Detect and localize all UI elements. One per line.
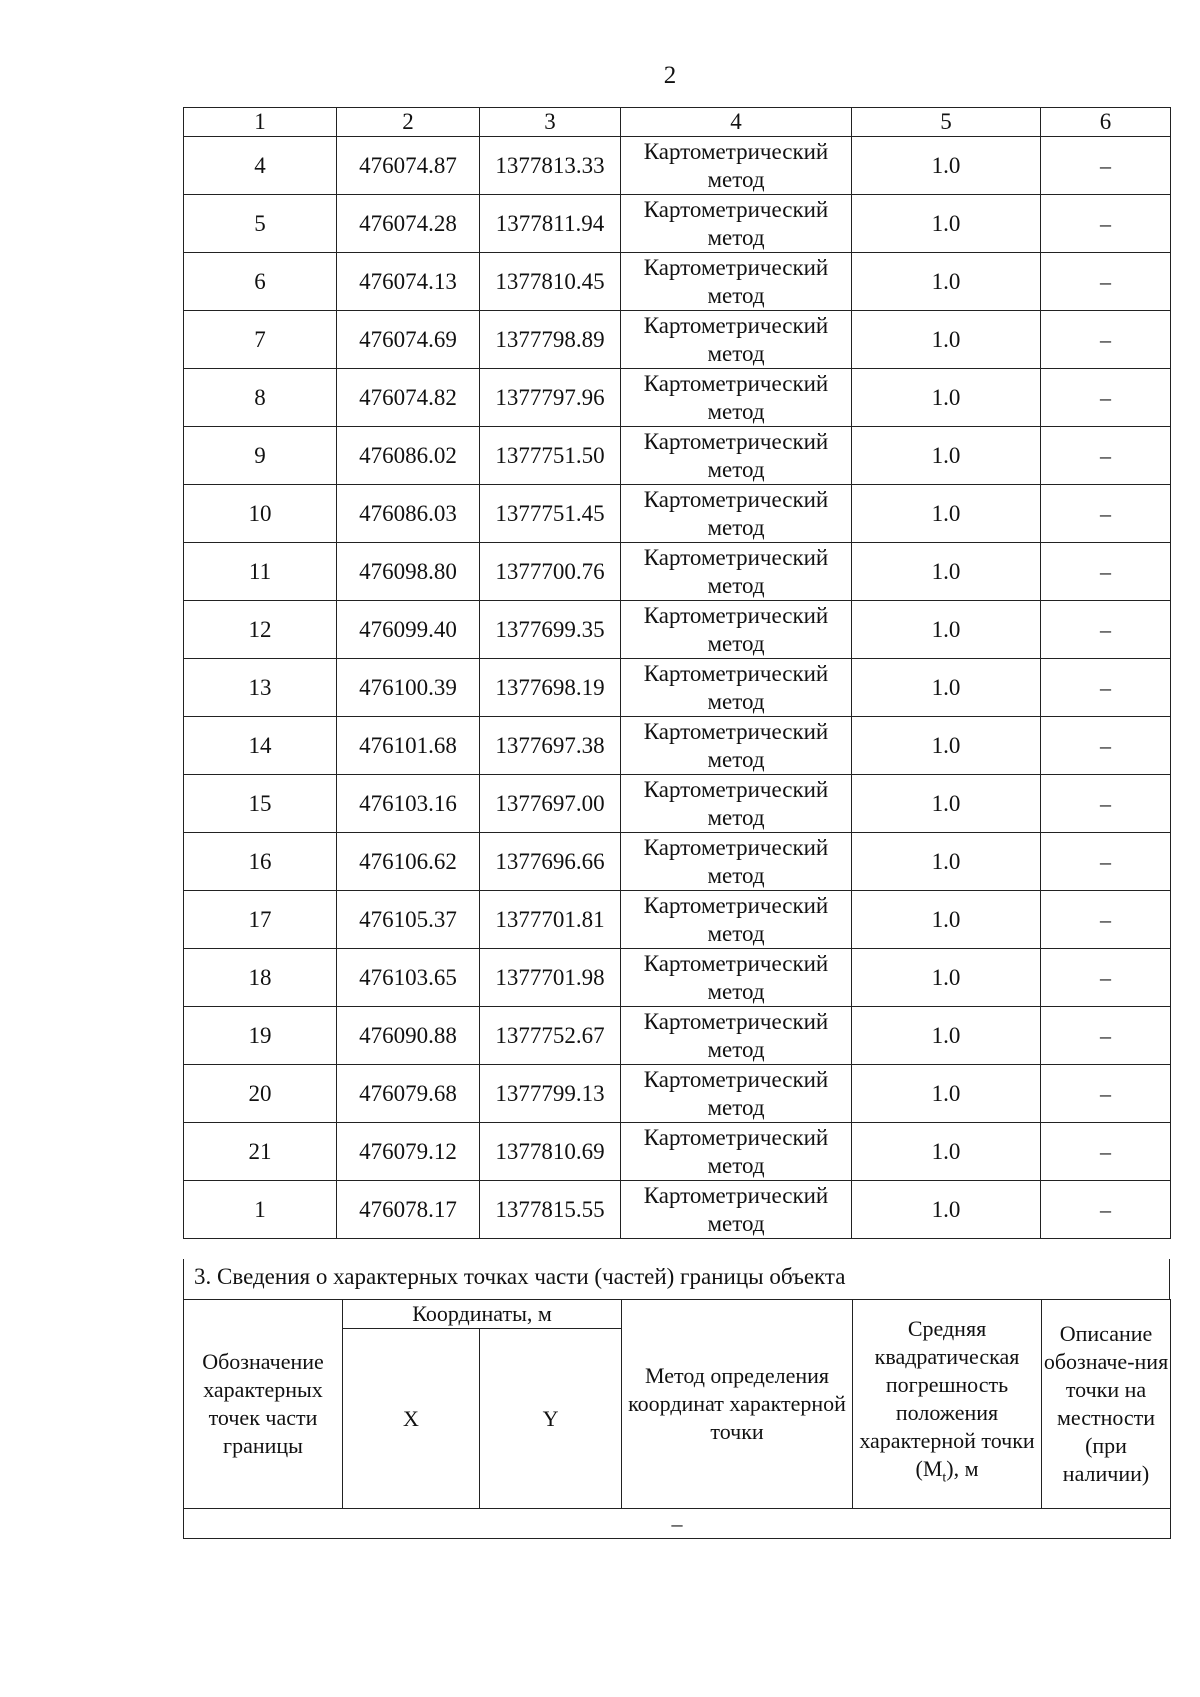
method-line-1: Картометрический (643, 950, 829, 976)
table-row (184, 775, 1171, 833)
y-coordinate-cell: 1377696.66 (480, 833, 621, 891)
description-cell: – (1041, 543, 1171, 601)
description-cell: – (1041, 427, 1171, 485)
x-coordinate-cell: 476103.65 (337, 949, 480, 1007)
y-coordinate-cell: 1377701.98 (480, 949, 621, 1007)
point-number-cell: 20 (184, 1065, 337, 1123)
x-coordinate-cell: 476074.82 (337, 369, 480, 427)
y-coordinate-cell: 1377799.13 (480, 1065, 621, 1123)
method-cell (621, 1007, 852, 1065)
x-coordinate-cell: 476074.87 (337, 137, 480, 195)
method-line-2: метод (707, 1210, 765, 1236)
description-cell: – (1041, 369, 1171, 427)
method-cell (621, 601, 852, 659)
method-cell (621, 311, 852, 369)
point-number-cell: 16 (184, 833, 337, 891)
table-row (184, 1123, 1171, 1181)
point-number-cell: 6 (184, 253, 337, 311)
x-coordinate-cell: 476074.28 (337, 195, 480, 253)
column-number-row (184, 108, 1171, 137)
method-line-2: метод (707, 804, 765, 830)
accuracy-cell: 1.0 (852, 195, 1041, 253)
description-cell: – (1041, 833, 1171, 891)
accuracy-cell: 1.0 (852, 253, 1041, 311)
point-number-cell: 13 (184, 659, 337, 717)
accuracy-cell: 1.0 (852, 369, 1041, 427)
method-line-2: метод (707, 340, 765, 366)
x-coordinate-cell: 476086.02 (337, 427, 480, 485)
x-coordinate-cell: 476074.13 (337, 253, 480, 311)
method-line-2: метод (707, 746, 765, 772)
y-coordinate-cell: 1377810.69 (480, 1123, 621, 1181)
accuracy-cell: 1.0 (852, 543, 1041, 601)
table-row (184, 949, 1171, 1007)
y-coordinate-cell: 1377813.33 (480, 137, 621, 195)
method-line-1: Картометрический (643, 486, 829, 512)
coordinates-table (183, 107, 1171, 1239)
point-number-cell: 10 (184, 485, 337, 543)
method-line-2: метод (707, 688, 765, 714)
column-number-header: 1 (184, 108, 337, 137)
accuracy-cell: 1.0 (852, 717, 1041, 775)
description-cell: – (1041, 775, 1171, 833)
description-cell: – (1041, 601, 1171, 659)
page-number: 2 (663, 62, 677, 89)
point-number-cell: 1 (184, 1181, 337, 1239)
accuracy-cell: 1.0 (852, 311, 1041, 369)
x-coordinate-cell: 476103.16 (337, 775, 480, 833)
method-line-1: Картометрический (643, 312, 829, 338)
point-number-cell: 4 (184, 137, 337, 195)
method-cell (621, 485, 852, 543)
table-row (184, 485, 1171, 543)
point-number-cell: 5 (184, 195, 337, 253)
method-line-2: метод (707, 224, 765, 250)
y-coordinate-cell: 1377697.38 (480, 717, 621, 775)
col-description-header: Описание обозначе-ния точки на местности (при наличии) (1042, 1300, 1171, 1509)
description-cell: – (1041, 1123, 1171, 1181)
col-x-header: X (343, 1329, 480, 1509)
method-line-2: метод (707, 630, 765, 656)
description-cell: – (1041, 717, 1171, 775)
col-accuracy-header (853, 1300, 1042, 1509)
point-number-cell: 18 (184, 949, 337, 1007)
y-coordinate-cell: 1377798.89 (480, 311, 621, 369)
y-coordinate-cell: 1377797.96 (480, 369, 621, 427)
column-number-header: 2 (337, 108, 480, 137)
y-coordinate-cell: 1377700.76 (480, 543, 621, 601)
method-cell (621, 717, 852, 775)
x-coordinate-cell: 476079.12 (337, 1123, 480, 1181)
method-line-2: метод (707, 282, 765, 308)
accuracy-header-text: Средняя квадратическая погрешность положения характерной точки (M (859, 1316, 1035, 1482)
method-cell (621, 543, 852, 601)
accuracy-header-subscript: t (942, 1470, 947, 1486)
accuracy-cell: 1.0 (852, 891, 1041, 949)
method-line-2: метод (707, 862, 765, 888)
column-number-header: 4 (621, 108, 852, 137)
method-cell (621, 891, 852, 949)
description-cell: – (1041, 195, 1171, 253)
method-cell (621, 195, 852, 253)
method-line-1: Картометрический (643, 544, 829, 570)
method-cell (621, 253, 852, 311)
method-line-1: Картометрический (643, 892, 829, 918)
accuracy-cell: 1.0 (852, 833, 1041, 891)
accuracy-cell: 1.0 (852, 485, 1041, 543)
description-cell: – (1041, 1065, 1171, 1123)
method-line-2: метод (707, 1152, 765, 1178)
x-coordinate-cell: 476090.88 (337, 1007, 480, 1065)
method-line-2: метод (707, 398, 765, 424)
method-line-1: Картометрический (643, 1066, 829, 1092)
table-row (184, 137, 1171, 195)
method-cell (621, 659, 852, 717)
y-coordinate-cell: 1377751.50 (480, 427, 621, 485)
point-number-cell: 7 (184, 311, 337, 369)
method-line-1: Картометрический (643, 776, 829, 802)
part-boundary-table-container (183, 1299, 1170, 1539)
y-coordinate-cell: 1377697.00 (480, 775, 621, 833)
description-cell: – (1041, 253, 1171, 311)
x-coordinate-cell: 476100.39 (337, 659, 480, 717)
point-number-cell: 8 (184, 369, 337, 427)
coordinates-table-container (183, 107, 1170, 1239)
method-cell (621, 833, 852, 891)
y-coordinate-cell: 1377810.45 (480, 253, 621, 311)
table-row (184, 1181, 1171, 1239)
method-line-1: Картометрический (643, 660, 829, 686)
point-number-cell: 14 (184, 717, 337, 775)
method-line-2: метод (707, 978, 765, 1004)
accuracy-cell: 1.0 (852, 601, 1041, 659)
method-line-2: метод (707, 166, 765, 192)
accuracy-cell: 1.0 (852, 1123, 1041, 1181)
method-line-2: метод (707, 514, 765, 540)
x-coordinate-cell: 476078.17 (337, 1181, 480, 1239)
x-coordinate-cell: 476101.68 (337, 717, 480, 775)
y-coordinate-cell: 1377751.45 (480, 485, 621, 543)
method-line-2: метод (707, 920, 765, 946)
method-line-1: Картометрический (643, 138, 829, 164)
col-designation-header: Обозначение характерных точек части границы (184, 1300, 343, 1509)
method-line-1: Картометрический (643, 602, 829, 628)
accuracy-cell: 1.0 (852, 137, 1041, 195)
y-coordinate-cell: 1377752.67 (480, 1007, 621, 1065)
table-row (184, 891, 1171, 949)
method-line-1: Картометрический (643, 1124, 829, 1150)
description-cell: – (1041, 311, 1171, 369)
accuracy-cell: 1.0 (852, 1007, 1041, 1065)
x-coordinate-cell: 476106.62 (337, 833, 480, 891)
method-cell (621, 1065, 852, 1123)
table-row (184, 601, 1171, 659)
description-cell: – (1041, 1007, 1171, 1065)
table-row (184, 1065, 1171, 1123)
method-line-2: метод (707, 1094, 765, 1120)
method-line-1: Картометрический (643, 1182, 829, 1208)
method-line-2: метод (707, 456, 765, 482)
point-number-cell: 17 (184, 891, 337, 949)
x-coordinate-cell: 476079.68 (337, 1065, 480, 1123)
table-row (184, 311, 1171, 369)
point-number-cell: 21 (184, 1123, 337, 1181)
method-cell (621, 1123, 852, 1181)
column-number-header: 6 (1041, 108, 1171, 137)
table-row (184, 717, 1171, 775)
x-coordinate-cell: 476098.80 (337, 543, 480, 601)
method-line-1: Картометрический (643, 1008, 829, 1034)
point-number-cell: 11 (184, 543, 337, 601)
part-boundary-table (183, 1299, 1171, 1539)
column-number-header: 3 (480, 108, 621, 137)
method-line-2: метод (707, 1036, 765, 1062)
x-coordinate-cell: 476105.37 (337, 891, 480, 949)
method-cell (621, 775, 852, 833)
table-row (184, 195, 1171, 253)
accuracy-cell: 1.0 (852, 1181, 1041, 1239)
empty-row-value: – (184, 1509, 1171, 1539)
table-row (184, 659, 1171, 717)
table-row (184, 253, 1171, 311)
point-number-cell: 9 (184, 427, 337, 485)
method-line-1: Картометрический (643, 834, 829, 860)
point-number-cell: 19 (184, 1007, 337, 1065)
table-row (184, 369, 1171, 427)
description-cell: – (1041, 137, 1171, 195)
method-line-1: Картометрический (643, 196, 829, 222)
table-row (184, 427, 1171, 485)
table-row (184, 1007, 1171, 1065)
section-3-title: 3. Сведения о характерных точках части (частей) границы объекта (183, 1259, 1170, 1299)
accuracy-cell: 1.0 (852, 775, 1041, 833)
col-method-header: Метод определения координат характерной точки (622, 1300, 853, 1509)
method-cell (621, 949, 852, 1007)
accuracy-cell: 1.0 (852, 659, 1041, 717)
method-line-2: метод (707, 572, 765, 598)
method-cell (621, 1181, 852, 1239)
method-line-1: Картометрический (643, 254, 829, 280)
method-line-1: Картометрический (643, 370, 829, 396)
y-coordinate-cell: 1377698.19 (480, 659, 621, 717)
col-y-header: Y (480, 1329, 622, 1509)
description-cell: – (1041, 891, 1171, 949)
point-number-cell: 12 (184, 601, 337, 659)
x-coordinate-cell: 476099.40 (337, 601, 480, 659)
method-cell (621, 369, 852, 427)
x-coordinate-cell: 476074.69 (337, 311, 480, 369)
table-row (184, 543, 1171, 601)
accuracy-cell: 1.0 (852, 427, 1041, 485)
accuracy-cell: 1.0 (852, 949, 1041, 1007)
y-coordinate-cell: 1377699.35 (480, 601, 621, 659)
method-line-1: Картометрический (643, 718, 829, 744)
accuracy-header-unit: ), м (946, 1456, 979, 1482)
accuracy-cell: 1.0 (852, 1065, 1041, 1123)
x-coordinate-cell: 476086.03 (337, 485, 480, 543)
description-cell: – (1041, 485, 1171, 543)
col-coords-header: Координаты, м (343, 1300, 622, 1329)
point-number-cell: 15 (184, 775, 337, 833)
y-coordinate-cell: 1377701.81 (480, 891, 621, 949)
description-cell: – (1041, 1181, 1171, 1239)
y-coordinate-cell: 1377811.94 (480, 195, 621, 253)
method-line-1: Картометрический (643, 428, 829, 454)
table-row (184, 833, 1171, 891)
method-cell (621, 427, 852, 485)
column-number-header: 5 (852, 108, 1041, 137)
description-cell: – (1041, 949, 1171, 1007)
y-coordinate-cell: 1377815.55 (480, 1181, 621, 1239)
description-cell: – (1041, 659, 1171, 717)
method-cell (621, 137, 852, 195)
